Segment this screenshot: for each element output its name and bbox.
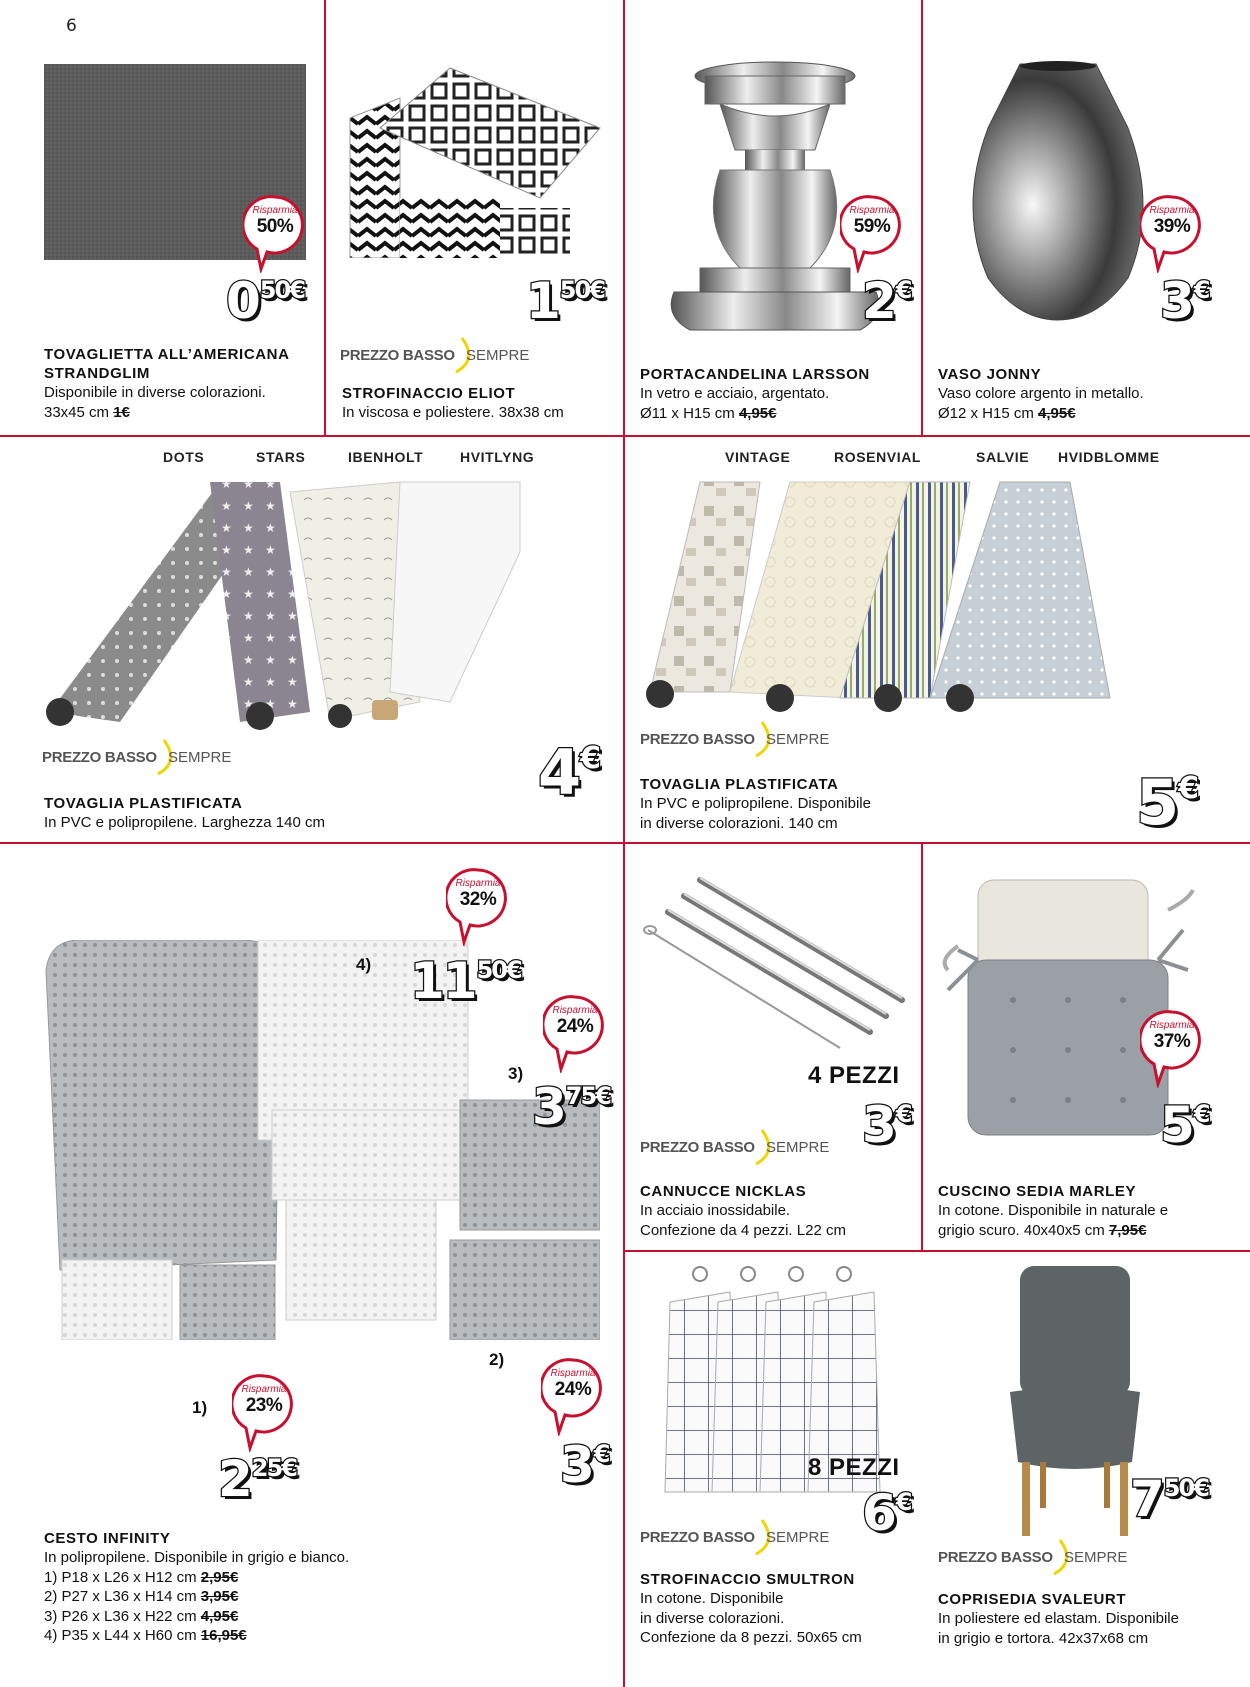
price: 150€	[526, 272, 604, 330]
price: 5€	[1160, 1096, 1209, 1154]
price: 2€	[862, 272, 911, 330]
pattern-label: IBENHOLT	[348, 449, 424, 465]
product-title: PORTACANDELINA LARSSON	[640, 366, 870, 383]
divider	[623, 843, 625, 1687]
price: 1150€	[410, 952, 521, 1010]
divider	[324, 0, 326, 436]
variant-line: 3) P26 x L36 x H22 cm 4,95€	[44, 1607, 239, 1625]
product-title: CESTO INFINITY	[44, 1530, 171, 1547]
prezzo-basso-logo: PREZZO BASSO SEMPRE	[938, 1538, 1138, 1578]
price: 3€	[560, 1436, 609, 1494]
divider	[921, 843, 923, 1251]
discount-value: 23%	[245, 1395, 283, 1416]
product-title: STROFINACCIO ELIOT	[342, 385, 516, 402]
divider	[0, 435, 1250, 437]
chair-cover-image	[1000, 1262, 1150, 1540]
variant-number: 4)	[356, 955, 372, 974]
pattern-label: HVIDBLOMME	[1058, 449, 1160, 465]
price: 750€	[1130, 1470, 1208, 1528]
product-title: TOVAGLIA PLASTIFICATA	[640, 776, 839, 793]
discount-value: 24%	[556, 1016, 594, 1037]
price: 3€	[1160, 272, 1209, 330]
discount-value: 37%	[1153, 1031, 1191, 1052]
product-description: Vaso colore argento in metallo.	[938, 385, 1144, 402]
price: 6€	[862, 1484, 911, 1542]
price: 050€	[226, 272, 304, 330]
divider	[623, 1250, 1250, 1252]
product-description: in grigio e tortora. 42x37x68 cm	[938, 1629, 1149, 1647]
product-info: VASO JONNY Vaso colore argento in metallo. Ø12 x H15 cm 4,95€	[938, 366, 1144, 422]
product-description: Confezione da 4 pezzi. L22 cm	[640, 1221, 846, 1239]
tablecloth-rolls-image	[640, 472, 1200, 718]
discount-badge: Risparmia 32%	[446, 868, 510, 946]
product-title: VASO JONNY	[938, 366, 1042, 383]
product-description: In PVC e polipropilene. Larghezza 140 cm	[44, 814, 326, 831]
prezzo-basso-logo: PREZZO BASSO SEMPRE	[640, 1128, 840, 1168]
product-info: CUSCINO SEDIA MARLEY In cotone. Disponibile in naturale e grigio scuro. 40x40x5 cm 7,95€	[938, 1183, 1169, 1239]
pattern-label: HVITLYNG	[460, 449, 535, 465]
product-title: CUSCINO SEDIA MARLEY	[938, 1183, 1137, 1200]
pattern-label: SALVIE	[976, 449, 1030, 465]
price: 225€	[218, 1450, 296, 1508]
discount-badge: Risparmia 24%	[541, 1358, 605, 1436]
product-description: In cotone. Disponibile in naturale e	[938, 1202, 1169, 1219]
product-info	[640, 775, 871, 833]
variant-line: 2) P27 x L36 x H14 cm 3,95€	[44, 1588, 239, 1605]
variant-line: 4) P35 x L44 x H60 cm 16,95€	[44, 1627, 247, 1644]
product-description: In PVC e polipropilene. Disponibile	[640, 795, 871, 812]
divider	[623, 0, 625, 436]
old-price: 3,95€	[200, 1588, 239, 1605]
product-title: STROFINACCIO SMULTRON	[640, 1571, 855, 1588]
product-info	[44, 1529, 349, 1646]
product-description: In viscosa e poliestere. 38x38 cm	[342, 404, 564, 421]
vase-image	[958, 58, 1158, 328]
discount-value: 39%	[1153, 216, 1191, 237]
discount-badge: Risparmia 23%	[232, 1374, 296, 1452]
product-info	[44, 794, 325, 833]
pattern-label: STARS	[256, 449, 306, 465]
discount-value: 50%	[256, 216, 294, 237]
product-info	[640, 1182, 846, 1240]
old-price: 4,95€	[1038, 404, 1076, 422]
price: 375€	[532, 1078, 610, 1136]
product-description: In vetro e acciaio, argentato.	[640, 385, 830, 402]
product-description: In poliestere ed elastam. Disponibile	[938, 1610, 1179, 1627]
product-info: TOVAGLIETTA ALL’AMERICANA STRANDGLIM Disponibile in diverse colorazioni. 33x45 cm 1€	[44, 346, 290, 421]
prezzo-basso-logo: PREZZO BASSO SEMPRE	[42, 738, 242, 778]
variant-line: 1) P18 x L26 x H12 cm 2,95€	[44, 1568, 239, 1586]
product-description: Confezione da 8 pezzi. 50x65 cm	[640, 1629, 862, 1646]
divider	[623, 436, 625, 843]
old-price: 2,95€	[200, 1568, 239, 1586]
straws-image	[640, 870, 910, 1050]
pattern-label: DOTS	[163, 449, 205, 465]
discount-value: 59%	[853, 216, 891, 237]
page-number: 6	[66, 16, 77, 36]
discount-badge: Risparmia 39%	[1140, 195, 1204, 273]
product-description: in diverse colorazioni.	[640, 1609, 785, 1627]
discount-badge: Risparmia 50%	[243, 195, 307, 273]
variant-number: 2)	[489, 1350, 505, 1369]
product-description: In cotone. Disponibile	[640, 1590, 784, 1607]
old-price: 4,95€	[200, 1607, 239, 1625]
divider	[921, 0, 923, 436]
old-price: 16,95€	[200, 1627, 247, 1644]
pattern-label: ROSENVIAL	[834, 449, 922, 465]
divider	[0, 842, 1250, 844]
product-description: Disponibile in diverse colorazioni.	[44, 384, 266, 401]
old-price: 4,95€	[738, 404, 777, 422]
product-description: In acciaio inossidabile.	[640, 1202, 791, 1219]
pack-count: 8 PEZZI	[808, 1454, 900, 1481]
prezzo-basso-logo: PREZZO BASSO SEMPRE	[640, 1518, 840, 1558]
prezzo-basso-logo: PREZZO BASSO SEMPRE	[340, 336, 540, 376]
product-title: TOVAGLIETTA ALL’AMERICANA	[44, 346, 290, 363]
pack-count: 4 PEZZI	[808, 1062, 900, 1089]
product-description: In polipropilene. Disponibile in grigio e bianco.	[44, 1549, 350, 1566]
prezzo-basso-logo: PREZZO BASSO SEMPRE	[640, 720, 840, 760]
product-info: PORTACANDELINA LARSSON In vetro e acciaio, argentato. Ø11 x H15 cm 4,95€	[640, 366, 870, 422]
tablecloth-rolls-image	[40, 472, 600, 752]
dish-towel-image	[340, 58, 610, 258]
variant-number: 3)	[508, 1064, 524, 1083]
discount-value: 32%	[459, 889, 497, 910]
old-price: 7,95€	[1108, 1221, 1147, 1239]
product-info	[938, 1590, 1179, 1648]
pattern-label: VINTAGE	[725, 449, 791, 465]
discount-badge: Risparmia 37%	[1140, 1010, 1204, 1088]
discount-badge: Risparmia 24%	[543, 995, 607, 1073]
product-title: COPRISEDIA SVALEURT	[938, 1591, 1127, 1608]
price: 5€	[1136, 766, 1198, 839]
product-title: TOVAGLIA PLASTIFICATA	[44, 795, 243, 812]
discount-value: 24%	[554, 1379, 592, 1400]
product-description: in diverse colorazioni. 140 cm	[640, 814, 838, 832]
price: 4€	[538, 736, 600, 809]
product-title: CANNUCCE NICKLAS	[640, 1183, 807, 1200]
product-info	[640, 1570, 862, 1648]
product-title: STRANDGLIM	[44, 365, 150, 382]
old-price: 1€	[113, 403, 130, 421]
variant-number: 1)	[192, 1398, 208, 1417]
price: 3€	[862, 1096, 911, 1154]
product-info	[342, 384, 564, 423]
discount-badge: Risparmia 59%	[840, 195, 904, 273]
